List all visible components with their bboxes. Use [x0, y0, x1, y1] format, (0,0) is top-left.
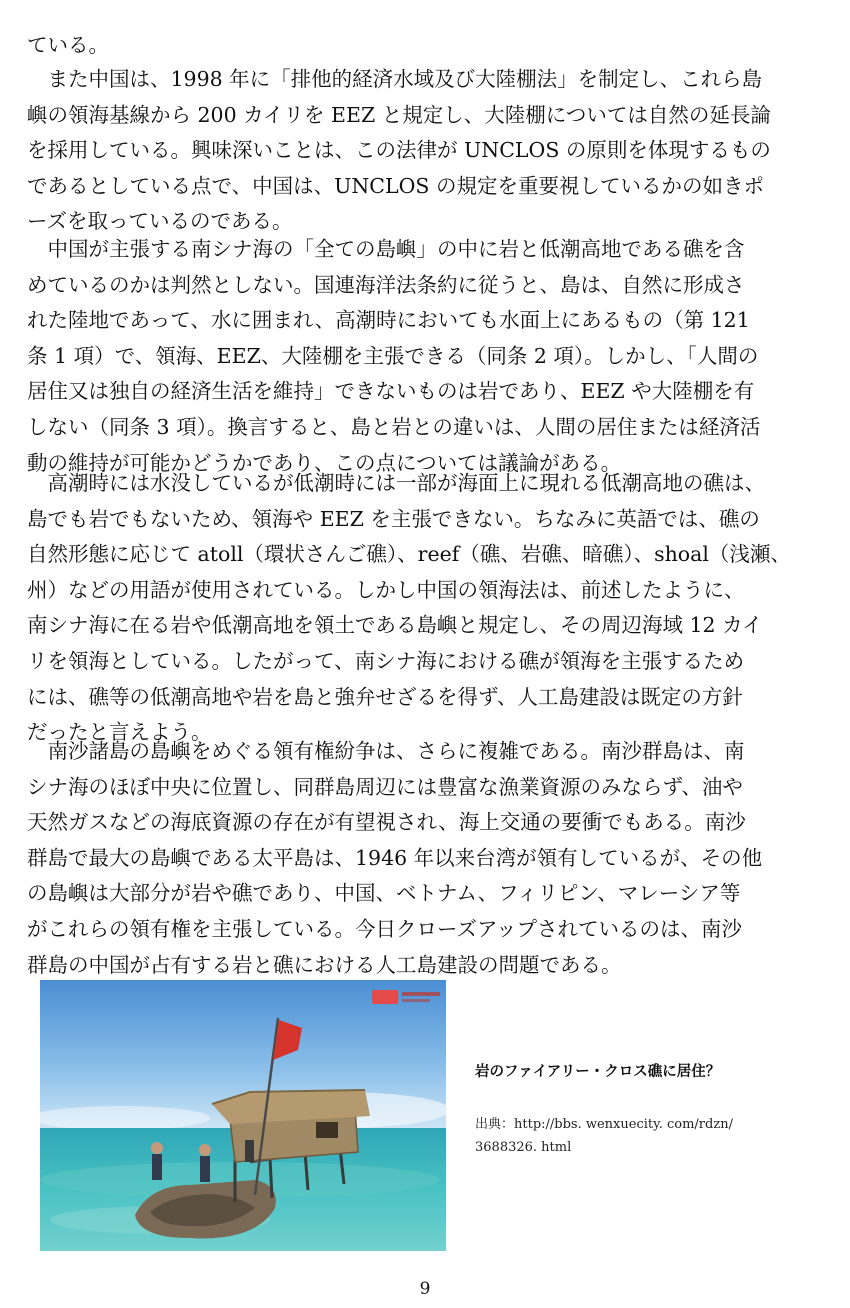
text-line: 天然ガスなどの海底資源の存在が有望視され、海上交通の要衝でもある。南沙: [27, 810, 746, 835]
source-line: 出典：http://bbs. wenxuecity. com/rdzn/: [475, 1117, 733, 1132]
text-line: また中国は、1998 年に「排他的経済水域及び大陸棚法」を制定し、これら島: [27, 67, 763, 91]
text-line: 島でも岩でもないため、領海や EEZ を主張できない。ちなみに英語では、礁の: [27, 506, 760, 531]
text-line: ている。: [27, 33, 109, 57]
text-line: であるとしている点で、中国は、UNCLOS の規定を重要視しているかの如きポ: [27, 173, 764, 198]
paragraph-4: [27, 466, 827, 751]
text-line: 居住又は独自の経済生活を維持」できないものは岩であり、EEZ や大陸棚を有: [27, 379, 755, 404]
text-line: 群島で最大の島嶼である太平島は、1946 年以来台湾が領有しているが、その他: [27, 845, 763, 870]
paragraph-2: [27, 62, 827, 240]
text-line: を採用している。興味深いことは、この法律が UNCLOS の原則を体現するもの: [27, 138, 771, 163]
text-line: だったと言えよう。: [27, 720, 212, 745]
text-line: れた陸地であって、水に囲まれ、高潮時においても水面上にあるもの（第 121: [27, 308, 750, 333]
text-line: ーズを取っているのである。: [27, 209, 293, 234]
text-line: 条 1 項）で、領海、EEZ、大陸棚を主張できる（同条 2 項）。しかし、「人間の: [27, 343, 759, 368]
text-line: 高潮時には水没しているが低潮時には一部が海面上に現れる低潮高地の礁は、: [27, 471, 765, 495]
text-line: には、礁等の低潮高地や岩を島と強弁せざるを得ず、人工島建設は既定の方針: [27, 684, 743, 709]
text-line: 南シナ海に在る岩や低潮高地を領土である島嶼と規定し、その周辺海域 12 カイ: [27, 613, 763, 638]
text-line: 嶼の領海基線から 200 カイリを EEZ と規定し、大陸棚については自然の延長論: [27, 102, 771, 127]
reef-hut-photo: [40, 980, 446, 1251]
text-line: めているのかは判然としない。国連海洋法条約に従うと、島は、自然に形成さ: [27, 272, 745, 297]
figure-source: [475, 1113, 733, 1159]
text-line: の島嶼は大部分が岩や礁であり、中国、ベトナム、フィリピン、マレーシア等: [27, 881, 741, 906]
text-line: がこれらの領有権を主張している。今日クローズアップされているのは、南沙: [27, 916, 743, 941]
text-line: 群島の中国が占有する岩と礁における人工島建設の問題である。: [27, 952, 622, 977]
text-line: 州）などの用語が使用されている。しかし中国の領海法は、前述したように、: [27, 577, 745, 602]
paragraph-3: [27, 232, 827, 481]
text-line: 南沙諸島の島嶼をめぐる領有権紛争は、さらに複雑である。南沙群島は、南: [27, 739, 745, 763]
text-line: シナ海のほぼ中央に位置し、同群島周辺には豊富な漁業資源のみならず、油や: [27, 774, 743, 799]
text-line: しない（同条 3 項）。換言すると、島と岩との違いは、人間の居住または経済活: [27, 414, 761, 439]
figure-caption-title: 岩のファイアリー・クロス礁に居住？: [475, 1064, 721, 1080]
paragraph-5: [27, 734, 827, 983]
page-number: 9: [419, 1279, 431, 1299]
text-line: リを領海としている。したがって、南シナ海における礁が領海を主張するため: [27, 648, 745, 673]
text-line: 中国が主張する南シナ海の「全ての島嶼」の中に岩と低潮高地である礁を含: [27, 237, 745, 261]
text-line: 自然形態に応じて atoll（環状さんご礁）、reef（礁、岩礁、暗礁）、shoal（浅瀬、: [27, 542, 791, 567]
source-line: 3688326. html: [475, 1140, 572, 1155]
paragraph-1: [27, 28, 827, 64]
text-line: 動の維持が可能かどうかであり、この点については議論がある。: [27, 450, 622, 475]
